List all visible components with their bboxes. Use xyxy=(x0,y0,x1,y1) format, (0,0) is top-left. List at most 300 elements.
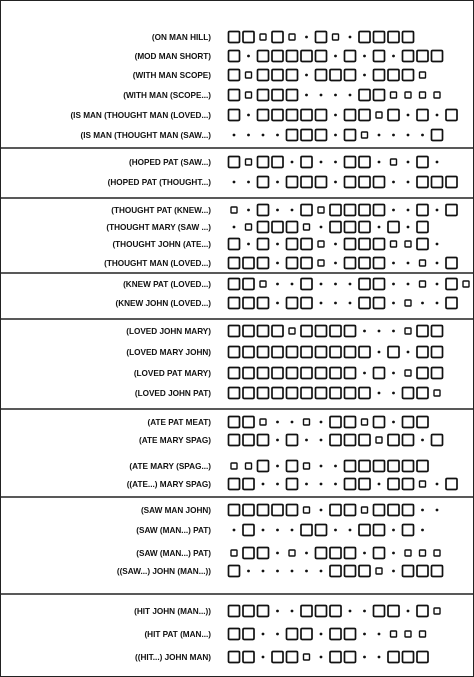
unit-dot xyxy=(276,483,279,486)
unit-large-square xyxy=(258,51,269,62)
row-label: (SAW (MAN...) PAT) xyxy=(136,526,211,535)
unit-dot xyxy=(320,161,323,164)
unit-large-square xyxy=(403,505,414,516)
unit-large-square xyxy=(258,157,269,168)
unit-small-square xyxy=(434,390,440,396)
unit-large-square xyxy=(301,388,312,399)
unit-large-square xyxy=(243,417,254,428)
unit-large-square xyxy=(229,90,240,101)
unit-small-square xyxy=(405,300,411,306)
unit-large-square xyxy=(359,32,370,43)
unit-large-square xyxy=(258,368,269,379)
pattern-row xyxy=(139,435,443,446)
unit-dot xyxy=(320,656,323,659)
unit-large-square xyxy=(374,70,385,81)
unit-dot xyxy=(320,483,323,486)
unit-large-square xyxy=(345,505,356,516)
unit-large-square xyxy=(374,51,385,62)
unit-large-square xyxy=(432,347,443,358)
unit-large-square xyxy=(345,258,356,269)
unit-large-square xyxy=(345,177,356,188)
row-label: (SAW (MAN...) PAT) xyxy=(136,549,211,558)
unit-large-square xyxy=(345,205,356,216)
unit-large-square xyxy=(243,258,254,269)
unit-large-square xyxy=(243,606,254,617)
unit-large-square xyxy=(229,258,240,269)
unit-large-square xyxy=(287,258,298,269)
row-label: ((HIT...) JOHN MAN) xyxy=(135,653,211,662)
unit-large-square xyxy=(446,177,457,188)
unit-large-square xyxy=(403,652,414,663)
unit-dot xyxy=(363,552,366,555)
unit-large-square xyxy=(388,435,399,446)
row-label: (ATE MARY SPAG) xyxy=(138,436,211,445)
unit-dot xyxy=(392,302,395,305)
unit-large-square xyxy=(330,629,341,640)
unit-dot xyxy=(334,55,337,58)
unit-dot xyxy=(334,483,337,486)
unit-large-square xyxy=(316,130,327,141)
unit-large-square xyxy=(301,177,312,188)
unit-large-square xyxy=(272,222,283,233)
unit-dot xyxy=(334,302,337,305)
unit-dot xyxy=(436,302,439,305)
unit-dot xyxy=(378,351,381,354)
unit-dot xyxy=(349,529,352,532)
pattern-row xyxy=(115,298,457,309)
unit-large-square xyxy=(287,239,298,250)
unit-small-square xyxy=(246,72,252,78)
unit-large-square xyxy=(359,110,370,121)
unit-large-square xyxy=(403,461,414,472)
unit-large-square xyxy=(417,326,428,337)
unit-small-square xyxy=(420,281,426,287)
unit-large-square xyxy=(388,461,399,472)
unit-large-square xyxy=(374,205,385,216)
unit-large-square xyxy=(301,205,312,216)
unit-dot xyxy=(436,283,439,286)
unit-large-square xyxy=(301,157,312,168)
unit-dot xyxy=(276,209,279,212)
unit-large-square xyxy=(374,417,385,428)
unit-large-square xyxy=(243,629,254,640)
unit-large-square xyxy=(345,70,356,81)
unit-small-square xyxy=(463,281,469,287)
unit-small-square xyxy=(420,631,426,637)
unit-small-square xyxy=(231,550,237,556)
unit-large-square xyxy=(432,177,443,188)
unit-large-square xyxy=(301,326,312,337)
unit-large-square xyxy=(330,388,341,399)
unit-large-square xyxy=(374,606,385,617)
unit-large-square xyxy=(229,505,240,516)
row-label: ((ATE...) MARY SPAG) xyxy=(126,480,211,489)
unit-large-square xyxy=(301,110,312,121)
unit-large-square xyxy=(258,70,269,81)
unit-small-square xyxy=(231,207,237,213)
unit-large-square xyxy=(432,368,443,379)
unit-dot xyxy=(378,392,381,395)
unit-dot xyxy=(407,114,410,117)
unit-large-square xyxy=(345,130,356,141)
unit-small-square xyxy=(405,370,411,376)
unit-dot xyxy=(276,181,279,184)
unit-dot xyxy=(262,570,265,573)
unit-small-square xyxy=(376,568,382,574)
unit-large-square xyxy=(258,435,269,446)
unit-large-square xyxy=(432,566,443,577)
unit-large-square xyxy=(345,326,356,337)
unit-large-square xyxy=(258,90,269,101)
unit-large-square xyxy=(301,51,312,62)
unit-large-square xyxy=(330,505,341,516)
unit-dot xyxy=(392,55,395,58)
unit-large-square xyxy=(243,279,254,290)
unit-large-square xyxy=(272,326,283,337)
unit-large-square xyxy=(301,298,312,309)
unit-dot xyxy=(276,552,279,555)
row-label: (LOVED MARY JOHN) xyxy=(126,348,211,357)
unit-dot xyxy=(334,161,337,164)
unit-dot xyxy=(262,134,265,137)
unit-dot xyxy=(233,181,236,184)
pattern-row xyxy=(126,326,442,337)
unit-dot xyxy=(276,302,279,305)
unit-large-square xyxy=(359,279,370,290)
unit-large-square xyxy=(330,652,341,663)
unit-large-square xyxy=(287,347,298,358)
unit-dot xyxy=(436,243,439,246)
unit-dot xyxy=(276,243,279,246)
unit-large-square xyxy=(330,566,341,577)
unit-large-square xyxy=(287,51,298,62)
unit-large-square xyxy=(345,110,356,121)
unit-large-square xyxy=(301,606,312,617)
unit-large-square xyxy=(345,347,356,358)
unit-large-square xyxy=(316,347,327,358)
unit-dot xyxy=(276,633,279,636)
pattern-row xyxy=(126,347,442,358)
unit-dot xyxy=(349,302,352,305)
unit-dot xyxy=(421,134,424,137)
unit-dot xyxy=(392,421,395,424)
unit-small-square xyxy=(246,463,252,469)
unit-dot xyxy=(320,283,323,286)
pattern-row xyxy=(70,110,457,121)
unit-dot xyxy=(334,114,337,117)
pattern-row xyxy=(147,417,428,428)
row-label: (IS MAN (THOUGHT MAN (LOVED...) xyxy=(70,111,211,120)
unit-dot xyxy=(378,483,381,486)
row-label: (LOVED JOHN MARY) xyxy=(126,327,211,336)
pattern-row xyxy=(134,368,443,379)
unit-large-square xyxy=(374,90,385,101)
unit-dot xyxy=(291,529,294,532)
unit-small-square xyxy=(304,463,310,469)
unit-dot xyxy=(262,656,265,659)
row-label: (MOD MAN SHORT) xyxy=(134,52,211,61)
unit-large-square xyxy=(287,505,298,516)
unit-large-square xyxy=(272,90,283,101)
unit-large-square xyxy=(345,239,356,250)
unit-large-square xyxy=(316,51,327,62)
unit-large-square xyxy=(229,110,240,121)
unit-large-square xyxy=(374,258,385,269)
unit-large-square xyxy=(243,525,254,536)
row-label: (ON MAN HILL) xyxy=(151,33,211,42)
unit-dot xyxy=(392,529,395,532)
row-label: (WITH MAN SCOPE) xyxy=(132,71,211,80)
unit-dot xyxy=(378,161,381,164)
unit-large-square xyxy=(345,51,356,62)
unit-small-square xyxy=(391,159,397,165)
unit-large-square xyxy=(258,548,269,559)
unit-large-square xyxy=(229,51,240,62)
unit-large-square xyxy=(316,368,327,379)
unit-small-square xyxy=(231,463,237,469)
unit-large-square xyxy=(374,279,385,290)
unit-small-square xyxy=(434,550,440,556)
unit-dot xyxy=(320,465,323,468)
unit-large-square xyxy=(446,110,457,121)
pattern-rows xyxy=(70,32,469,663)
unit-small-square xyxy=(391,92,397,98)
unit-large-square xyxy=(345,435,356,446)
unit-large-square xyxy=(316,606,327,617)
unit-large-square xyxy=(229,629,240,640)
unit-large-square xyxy=(229,279,240,290)
unit-small-square xyxy=(376,437,382,443)
unit-large-square xyxy=(229,479,240,490)
unit-large-square xyxy=(374,177,385,188)
row-label: (KNEW PAT (LOVED...) xyxy=(123,280,211,289)
unit-large-square xyxy=(359,479,370,490)
unit-dot xyxy=(305,36,308,39)
unit-small-square xyxy=(420,550,426,556)
unit-large-square xyxy=(258,177,269,188)
unit-large-square xyxy=(446,298,457,309)
unit-dot xyxy=(363,74,366,77)
unit-dot xyxy=(392,372,395,375)
unit-dot xyxy=(262,483,265,486)
unit-dot xyxy=(421,529,424,532)
unit-small-square xyxy=(246,159,252,165)
pattern-row xyxy=(108,177,457,188)
unit-dot xyxy=(363,610,366,613)
unit-dot xyxy=(320,509,323,512)
unit-dot xyxy=(247,181,250,184)
unit-large-square xyxy=(359,177,370,188)
unit-large-square xyxy=(345,368,356,379)
unit-dot xyxy=(407,610,410,613)
unit-large-square xyxy=(330,222,341,233)
unit-small-square xyxy=(405,241,411,247)
unit-large-square xyxy=(272,368,283,379)
pattern-row xyxy=(129,157,438,168)
unit-large-square xyxy=(417,110,428,121)
unit-small-square xyxy=(318,260,324,266)
unit-large-square xyxy=(287,130,298,141)
pattern-row xyxy=(134,606,440,617)
unit-large-square xyxy=(345,629,356,640)
pattern-row xyxy=(106,222,428,233)
unit-large-square xyxy=(301,258,312,269)
unit-dot xyxy=(363,372,366,375)
unit-large-square xyxy=(388,606,399,617)
unit-large-square xyxy=(359,388,370,399)
unit-large-square xyxy=(374,368,385,379)
unit-large-square xyxy=(359,222,370,233)
unit-small-square xyxy=(391,631,397,637)
unit-large-square xyxy=(388,110,399,121)
unit-large-square xyxy=(229,566,240,577)
pattern-row xyxy=(144,629,425,640)
unit-dot xyxy=(407,226,410,229)
unit-large-square xyxy=(287,461,298,472)
unit-large-square xyxy=(359,435,370,446)
unit-small-square xyxy=(362,419,368,425)
unit-small-square xyxy=(434,608,440,614)
unit-dot xyxy=(247,243,250,246)
row-label: ((SAW...) JOHN (MAN...)) xyxy=(116,567,211,576)
unit-dot xyxy=(349,283,352,286)
unit-large-square xyxy=(272,110,283,121)
pattern-row xyxy=(141,505,438,516)
unit-dot xyxy=(233,226,236,229)
unit-large-square xyxy=(243,435,254,446)
unit-large-square xyxy=(258,205,269,216)
row-label: (THOUGHT MAN (LOVED...) xyxy=(104,259,211,268)
unit-dot xyxy=(233,529,236,532)
pattern-row xyxy=(117,566,443,577)
unit-large-square xyxy=(229,32,240,43)
unit-large-square xyxy=(388,222,399,233)
unit-large-square xyxy=(330,326,341,337)
unit-large-square xyxy=(417,417,428,428)
unit-large-square xyxy=(417,347,428,358)
unit-large-square xyxy=(330,548,341,559)
unit-dot xyxy=(334,243,337,246)
unit-large-square xyxy=(229,417,240,428)
unit-large-square xyxy=(229,435,240,446)
unit-dot xyxy=(421,302,424,305)
unit-large-square xyxy=(258,239,269,250)
unit-small-square xyxy=(246,92,252,98)
unit-dot xyxy=(378,226,381,229)
unit-large-square xyxy=(330,368,341,379)
unit-large-square xyxy=(316,177,327,188)
unit-large-square xyxy=(417,222,428,233)
unit-dot xyxy=(320,94,323,97)
unit-large-square xyxy=(229,157,240,168)
unit-small-square xyxy=(362,507,368,513)
unit-dot xyxy=(436,262,439,265)
unit-large-square xyxy=(359,347,370,358)
unit-large-square xyxy=(243,652,254,663)
unit-large-square xyxy=(243,298,254,309)
unit-large-square xyxy=(301,347,312,358)
unit-dot xyxy=(305,74,308,77)
unit-small-square xyxy=(420,92,426,98)
unit-dot xyxy=(276,134,279,137)
unit-large-square xyxy=(287,110,298,121)
unit-large-square xyxy=(301,629,312,640)
pattern-row xyxy=(123,90,440,101)
unit-large-square xyxy=(258,222,269,233)
unit-large-square xyxy=(243,368,254,379)
unit-dot xyxy=(305,552,308,555)
unit-small-square xyxy=(405,92,411,98)
unit-large-square xyxy=(388,70,399,81)
unit-dot xyxy=(378,330,381,333)
unit-dot xyxy=(320,421,323,424)
unit-large-square xyxy=(287,479,298,490)
unit-large-square xyxy=(330,606,341,617)
unit-large-square xyxy=(345,388,356,399)
unit-dot xyxy=(291,283,294,286)
unit-dot xyxy=(291,570,294,573)
unit-large-square xyxy=(258,326,269,337)
unit-dot xyxy=(334,529,337,532)
unit-dot xyxy=(378,134,381,137)
unit-dot xyxy=(378,656,381,659)
unit-dot xyxy=(334,262,337,265)
unit-dot xyxy=(320,302,323,305)
unit-large-square xyxy=(258,388,269,399)
unit-small-square xyxy=(304,224,310,230)
unit-dot xyxy=(421,439,424,442)
unit-large-square xyxy=(330,347,341,358)
unit-large-square xyxy=(258,461,269,472)
unit-large-square xyxy=(258,606,269,617)
unit-small-square xyxy=(405,550,411,556)
unit-large-square xyxy=(359,157,370,168)
unit-dot xyxy=(276,439,279,442)
row-label: (HIT PAT (MAN...) xyxy=(144,630,211,639)
unit-large-square xyxy=(272,70,283,81)
unit-dot xyxy=(305,570,308,573)
unit-large-square xyxy=(287,90,298,101)
unit-large-square xyxy=(330,417,341,428)
pattern-row xyxy=(133,70,426,81)
unit-large-square xyxy=(446,479,457,490)
unit-large-square xyxy=(229,388,240,399)
unit-small-square xyxy=(405,328,411,334)
unit-large-square xyxy=(403,435,414,446)
row-label: (ATE PAT MEAT) xyxy=(147,418,211,427)
pattern-row xyxy=(135,51,443,62)
unit-dot xyxy=(276,529,279,532)
unit-small-square xyxy=(289,550,295,556)
unit-large-square xyxy=(316,388,327,399)
unit-small-square xyxy=(289,328,295,334)
unit-dot xyxy=(247,114,250,117)
unit-large-square xyxy=(243,505,254,516)
unit-large-square xyxy=(287,652,298,663)
unit-large-square xyxy=(446,279,457,290)
unit-dot xyxy=(392,570,395,573)
unit-dot xyxy=(291,209,294,212)
unit-dot xyxy=(349,94,352,97)
unit-large-square xyxy=(403,32,414,43)
unit-large-square xyxy=(287,435,298,446)
unit-large-square xyxy=(446,205,457,216)
unit-large-square xyxy=(316,548,327,559)
unit-large-square xyxy=(403,388,414,399)
unit-large-square xyxy=(417,566,428,577)
unit-dot xyxy=(320,439,323,442)
unit-large-square xyxy=(374,505,385,516)
